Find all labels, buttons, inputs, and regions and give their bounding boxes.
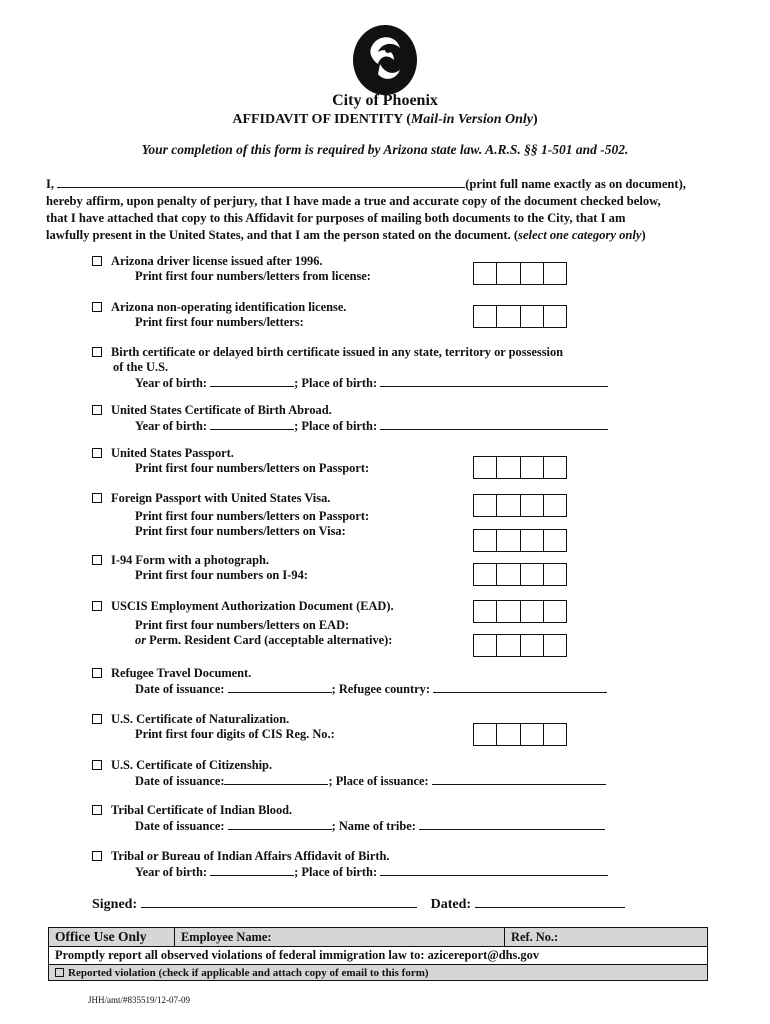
office-use-title: Office Use Only [49, 928, 175, 947]
reported-violation-row: Reported violation (check if applicable and attach copy of email to this form) [49, 965, 708, 981]
item-naturalization: U.S. Certificate of Naturalization. Print first four digits of CIS Reg. No.: [92, 712, 652, 742]
tribal-place-field[interactable] [380, 864, 608, 876]
city-title: City of Phoenix [332, 92, 438, 109]
item-birth-abroad: United States Certificate of Birth Abroad. Year of birth: ; Place of birth: [92, 403, 692, 434]
full-name-field[interactable] [57, 176, 465, 188]
item-ead: USCIS Employment Authorization Document (EAD). Print first four numbers/letters on EAD: or Perm. Resident Card (acceptable alternative): [92, 599, 652, 648]
birth-place-field[interactable] [380, 375, 608, 387]
affirmation-text: I, (print full name exactly as on document), hereby affirm, upon penalty of perjury, that I have made a true and accurate copy of the document checked below, that I have attached that copy to this Affidavit for purposes of mailing both documents to the City, that I am lawfully present in the United States, and that I am the person stated on the document. (select one category only) [46, 177, 686, 242]
citizenship-place-field[interactable] [432, 773, 606, 785]
passport-digits-boxes[interactable] [473, 456, 567, 479]
signature-field[interactable] [141, 894, 417, 908]
checkbox-naturalization[interactable] [92, 714, 102, 724]
checkbox-refugee[interactable] [92, 668, 102, 678]
item-us-passport: United States Passport. Print first four numbers/letters on Passport: [92, 446, 652, 476]
foreign-passport-digits-boxes[interactable] [473, 494, 567, 517]
item-tribal-affidavit: Tribal or Bureau of Indian Affairs Affidavit of Birth. Year of birth: ; Place of birth: [92, 849, 692, 880]
checkbox-tribal-affidavit[interactable] [92, 851, 102, 861]
checkbox-foreign-passport[interactable] [92, 493, 102, 503]
checkbox-us-passport[interactable] [92, 448, 102, 458]
birth-year-field[interactable] [210, 375, 294, 387]
item-foreign-passport: Foreign Passport with United States Visa. Print first four numbers/letters on Passport: Print first four numbers/letters on Visa: [92, 491, 652, 539]
phoenix-bird-icon [352, 20, 418, 96]
ref-no-label: Ref. No.: [505, 928, 708, 947]
checkbox-i94[interactable] [92, 555, 102, 565]
report-instructions: Promptly report all observed violations of federal immigration law to: azicereport@dhs.gov [49, 947, 708, 965]
checkbox-az-license[interactable] [92, 256, 102, 266]
document-code: JHH/amt/#835519/12-07-09 [88, 995, 190, 1005]
i94-digits-boxes[interactable] [473, 563, 567, 586]
checkbox-birth-abroad[interactable] [92, 405, 102, 415]
item-az-id: Arizona non-operating identification license. Print first four numbers/letters: [92, 300, 652, 330]
item-refugee: Refugee Travel Document. Date of issuance: ; Refugee country: [92, 666, 692, 697]
item-birth-certificate: Birth certificate or delayed birth certificate issued in any state, territory or possession of the U.S. Year of birth: ; Place of birth: [92, 345, 692, 391]
tribal-year-field[interactable] [210, 864, 294, 876]
signature-line: Signed: Dated: [92, 894, 625, 913]
abroad-year-field[interactable] [210, 418, 294, 430]
id-digits-boxes[interactable] [473, 305, 567, 328]
item-az-license: Arizona driver license issued after 1996. Print first four numbers/letters from license: [92, 254, 652, 284]
checkbox-az-id[interactable] [92, 302, 102, 312]
date-field[interactable] [475, 894, 625, 908]
citizenship-date-field[interactable] [224, 773, 328, 785]
ead-digits-boxes[interactable] [473, 600, 567, 623]
refugee-date-field[interactable] [228, 681, 332, 693]
tribe-name-field[interactable] [419, 818, 605, 830]
office-use-table [48, 927, 708, 981]
item-i94: I-94 Form with a photograph. Print first four numbers on I-94: [92, 553, 652, 583]
item-citizenship: U.S. Certificate of Citizenship. Date of issuance: ; Place of issuance: [92, 758, 692, 789]
abroad-place-field[interactable] [380, 418, 608, 430]
tribal-date-field[interactable] [228, 818, 332, 830]
visa-digits-boxes[interactable] [473, 529, 567, 552]
license-digits-boxes[interactable] [473, 262, 567, 285]
checkbox-citizenship[interactable] [92, 760, 102, 770]
refugee-country-field[interactable] [433, 681, 607, 693]
employee-name-label: Employee Name: [175, 928, 505, 947]
law-requirement: Your completion of this form is required by Arizona state law. A.R.S. §§ 1-501 and -502. [141, 142, 629, 157]
checkbox-tribal-cert[interactable] [92, 805, 102, 815]
cis-digits-boxes[interactable] [473, 723, 567, 746]
item-tribal-cert: Tribal Certificate of Indian Blood. Date of issuance: ; Name of tribe: [92, 803, 692, 834]
checkbox-reported-violation[interactable] [55, 968, 64, 977]
form-title: AFFIDAVIT OF IDENTITY (Mail-in Version Only) [232, 112, 538, 127]
perm-resident-digits-boxes[interactable] [473, 634, 567, 657]
checkbox-ead[interactable] [92, 601, 102, 611]
checkbox-birth-certificate[interactable] [92, 347, 102, 357]
